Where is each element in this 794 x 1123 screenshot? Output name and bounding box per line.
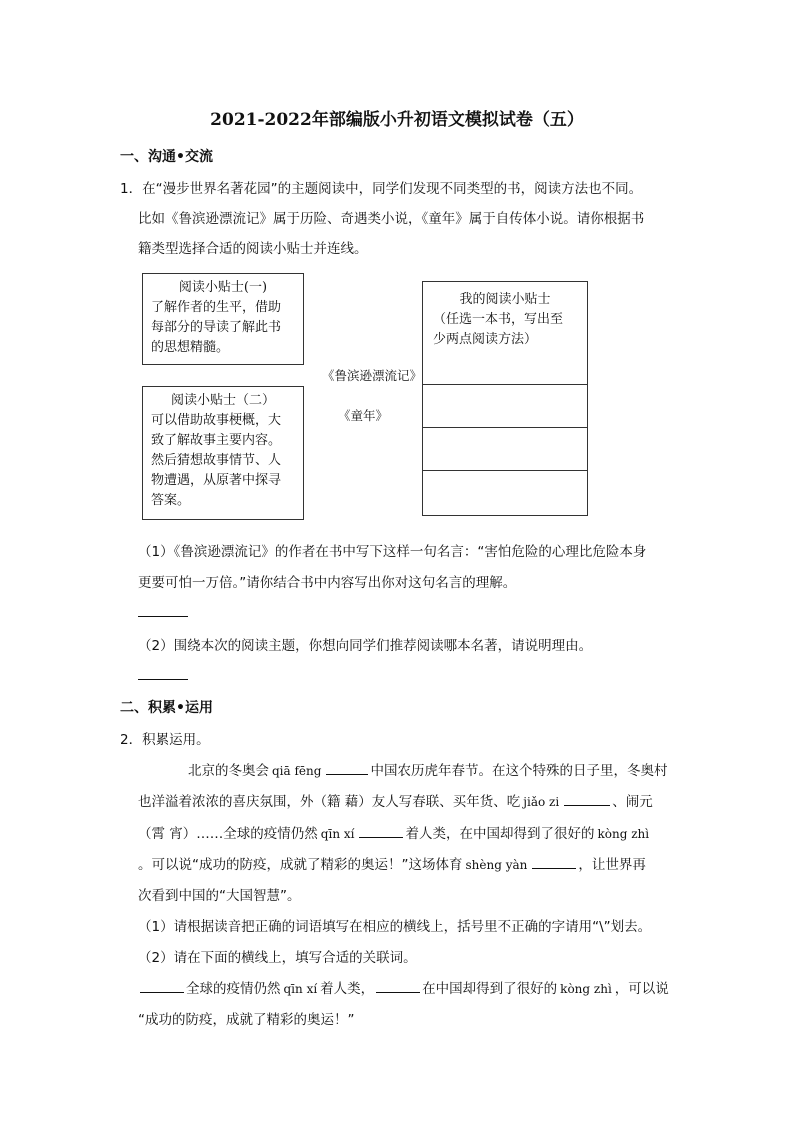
q2-sub2: （2）请在下面的横线上，填写合适的关联词。 [138, 950, 417, 966]
conjunction-blank-2[interactable] [376, 980, 420, 993]
q1-line3: 籍类型选择合适的阅读小贴士并连线。 [138, 241, 368, 257]
passage-text: （霄 宵）……全球的疫情仍然 [138, 826, 318, 842]
passage-line-3 [138, 822, 652, 842]
fill-blank-4[interactable] [532, 856, 576, 869]
q1-line1: 1．在“漫步世界名著花园”的主题阅读中，同学们发现不同类型的书，阅读方法也不同。 [120, 181, 643, 197]
reading-tip-2-title: 阅读小贴士（二） [170, 393, 275, 408]
fill-line [138, 977, 669, 997]
q1-sub2-answer-blank[interactable] [138, 679, 188, 680]
book-childhood[interactable]: 《童年》 [338, 408, 389, 423]
passage-text: 。可以说“成功的防疫，成就了精彩的奥运！”这场体育 [138, 857, 463, 873]
pinyin-5: shèng yàn [465, 858, 528, 872]
passage-text: ，让世界再 [578, 857, 646, 873]
reading-tip-1-title: 阅读小贴士(一) [178, 280, 268, 295]
passage-line-4 [138, 853, 646, 873]
passage-line-5: 次看到中国的“大国智慧”。 [138, 888, 301, 904]
book-robinson[interactable]: 《鲁滨逊漂流记》 [322, 368, 423, 383]
fill-text: 全球的疫情仍然 [186, 981, 281, 997]
fill-blank-2[interactable] [564, 793, 610, 806]
conjunction-blank-1[interactable] [140, 980, 184, 993]
pinyin-2: jiǎo zi [523, 795, 560, 809]
passage-text: 北京的冬奥会 [188, 763, 269, 779]
q2-sub1: （1）请根据读音把正确的词语填写在相应的横线上，括号里不正确的字请用“\”划去。 [138, 919, 652, 935]
pinyin-fill-1: qīn xí [283, 982, 318, 996]
passage-line-1 [188, 759, 667, 779]
fill-text: 在中国却得到了很好的 [422, 981, 558, 997]
pinyin-4: kòng zhì [597, 827, 650, 841]
q1-line2: 比如《鲁滨逊漂流记》属于历险、奇遇类小说，《童年》属于自传体小说。请你根据书 [138, 211, 645, 227]
answer-line-2[interactable] [422, 427, 588, 428]
reading-tip-1-body: 了解作者的生平，借助 每部分的导读了解此书 的思想精髓。 [151, 300, 282, 355]
passage-text: 也洋溢着浓浓的喜庆氛围，外（籍 藉）友人写春联、买年货、吃 [138, 794, 521, 810]
fill-text: ，可以说 [614, 981, 669, 997]
q1-sub1-line2: 更要可怕一万倍。”请你结合书中内容写出你对这句名言的理解。 [138, 575, 517, 591]
q1-sub1-line1: （1）《鲁滨逊漂流记》的作者在书中写下这样一句名言：“害怕危险的心理比危险本身 [138, 544, 647, 560]
my-reading-tip-title: 我的阅读小贴士 [459, 292, 551, 307]
reading-tip-2-box [142, 386, 304, 520]
section-heading-2: 二、积累•运用 [120, 700, 213, 716]
q2-label: 2．积累运用。 [120, 732, 210, 748]
passage-text: 中国农历虎年春节。在这个特殊的日子里，冬奥村 [370, 763, 668, 779]
passage-line-2 [138, 790, 653, 810]
passage-text: 着人类，在中国却得到了很好的 [405, 826, 595, 842]
fill-line-2: “成功的防疫，成就了精彩的奥运！” [138, 1012, 355, 1028]
reading-tip-1-box [142, 273, 304, 365]
pinyin-fill-2: kòng zhì [560, 982, 612, 996]
page-title: 2021-2022年部编版小升初语文模拟试卷（五） [210, 110, 584, 130]
q1-sub1-answer-blank[interactable] [138, 616, 188, 617]
pinyin-1: qiā fēng [272, 764, 322, 778]
my-reading-tip-body: （任选一本书，写出至 少两点阅读方法） [433, 312, 564, 347]
fill-blank-3[interactable] [359, 825, 403, 838]
answer-line-3[interactable] [422, 470, 588, 471]
answer-line-1[interactable] [422, 384, 588, 385]
passage-text: 、闹元 [612, 794, 653, 810]
fill-text: 着人类， [320, 981, 375, 997]
section-heading-1: 一、沟通•交流 [120, 149, 213, 165]
fill-blank-1[interactable] [326, 762, 368, 775]
reading-tip-2-body: 可以借助故事梗概，大 致了解故事主要内容。 然后猜想故事情节、人 物遭遇，从原著中探寻 答案。 [151, 413, 282, 508]
my-reading-tip-box [422, 281, 588, 516]
q1-sub2-line1: （2）围绕本次的阅读主题，你想向同学们推荐阅读哪本名著，请说明理由。 [138, 638, 593, 654]
pinyin-3: qīn xí [320, 827, 355, 841]
